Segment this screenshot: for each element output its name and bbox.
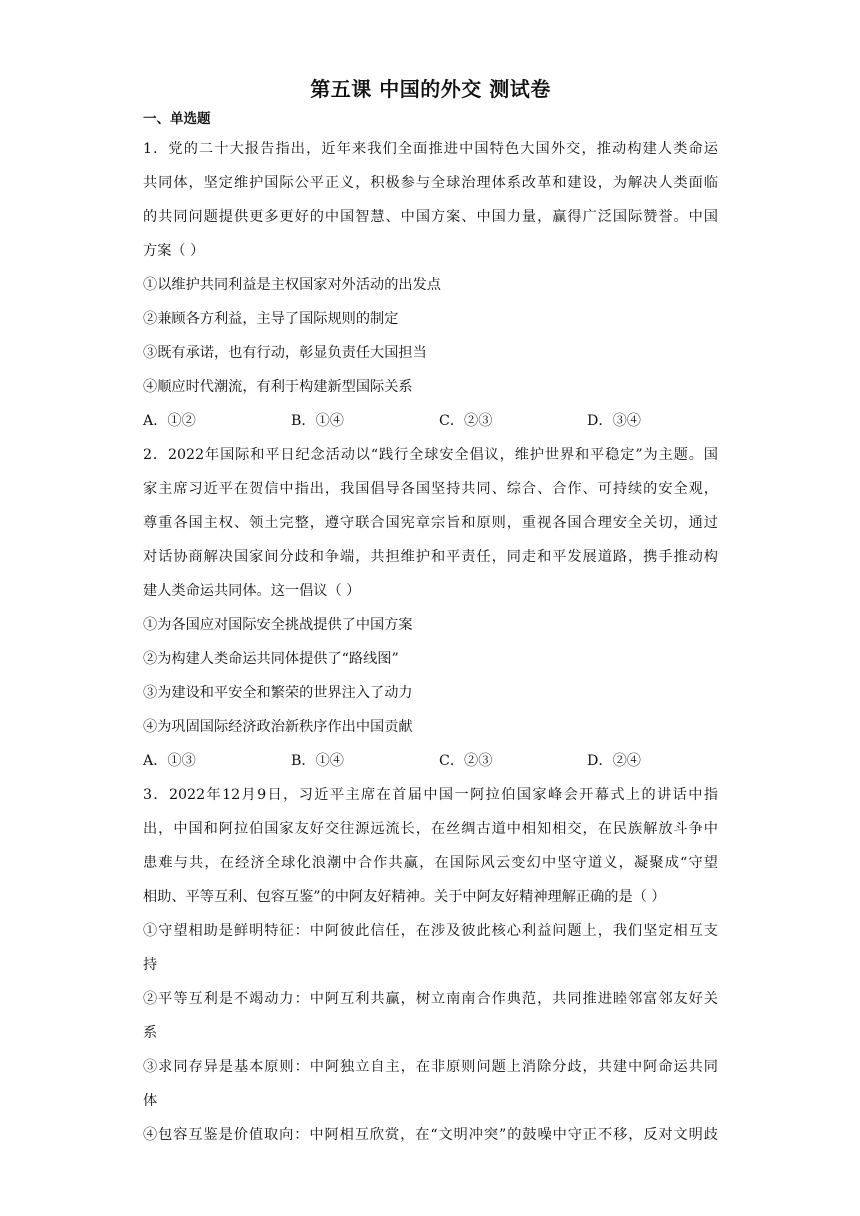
- statement-4: ④顺应时代潮流，有利于构建新型国际关系: [143, 379, 413, 395]
- option-d[interactable]: D．③④: [587, 413, 641, 429]
- statement-4: ④为巩固国际经济政治新秩序作出中国贡献: [143, 719, 413, 735]
- statement-2-continuation: 系: [143, 1025, 158, 1041]
- statement-1: ①为各国应对国际安全挑战提供了中国方案: [143, 617, 413, 633]
- answer-options: [143, 744, 718, 778]
- document-title: 第五课 中国的外交 测试卷: [310, 77, 551, 101]
- answer-options: [143, 404, 718, 438]
- statement-4: ④包容互鉴是价值取向：中阿相互欣赏，在“文明冲突”的鼓噪中守正不移，反对文明歧: [143, 1127, 718, 1143]
- statement-3: ③为建设和平安全和繁荣的世界注入了动力: [143, 685, 413, 701]
- question-stem-line: 的共同问题提供更多更好的中国智慧、中国方案、中国力量，赢得广泛国际赞誉。中国: [143, 209, 718, 225]
- question-3: [143, 778, 718, 1152]
- question-stem-line: 家主席习近平在贺信中指出，我国倡导各国坚持共同、综合、合作、可持续的安全观，: [143, 481, 718, 497]
- question-stem-line: 共同体，坚定维护国际公平正义，积极参与全球治理体系改革和建设，为解决人类面临: [143, 175, 718, 191]
- statement-2: ②平等互利是不竭动力：中阿互利共赢，树立南南合作典范，共同推进睦邻富邻友好关: [143, 991, 718, 1007]
- statement-3: ③既有承诺，也有行动，彰显负责任大国担当: [143, 345, 427, 361]
- option-c[interactable]: C．②③: [439, 753, 493, 769]
- option-c[interactable]: C．②③: [439, 413, 493, 429]
- statement-2: ②兼顾各方利益，主导了国际规则的制定: [143, 311, 399, 327]
- question-stem-line: 对话协商解决国家间分歧和争端，共担维护和平责任，同走和平发展道路，携手推动构: [143, 549, 718, 565]
- statement-1: ①以维护共同利益是主权国家对外活动的出发点: [143, 277, 441, 293]
- question-stem-line: 患难与共，在经济全球化浪潮中合作共赢，在国际风云变幻中坚守道义，凝聚成“守望: [143, 855, 718, 871]
- option-d[interactable]: D．②④: [587, 753, 641, 769]
- statement-3: ③求同存异是基本原则：中阿独立自主，在非原则问题上消除分歧，共建中阿命运共同: [143, 1059, 718, 1075]
- question-stem-line: 尊重各国主权、领土完整，遵守联合国宪章宗旨和原则，重视各国合理安全关切，通过: [143, 515, 718, 531]
- option-a[interactable]: A．①②: [143, 413, 196, 429]
- statement-1: ①守望相助是鲜明特征：中阿彼此信任，在涉及彼此核心利益问题上，我们坚定相互支: [143, 923, 718, 939]
- statement-3-continuation: 体: [143, 1093, 158, 1109]
- question-stem-line: 出，中国和阿拉伯国家友好交往源远流长，在丝绸古道中相知相交，在民族解放斗争中: [143, 821, 718, 837]
- option-a[interactable]: A．①③: [143, 753, 196, 769]
- section-heading-single-choice: 一、单选题: [143, 111, 211, 127]
- question-2: [143, 438, 718, 778]
- question-stem-line: 方案（ ）: [143, 243, 205, 259]
- question-stem-line: 1．党的二十大报告指出，近年来我们全面推进中国特色大国外交，推动构建人类命运: [143, 141, 718, 157]
- statement-2: ②为构建人类命运共同体提供了“路线图”: [143, 651, 399, 667]
- question-stem-line: 相助、平等互利、包容互鉴”的中阿友好精神。关于中阿友好精神理解正确的是（ ）: [143, 889, 666, 905]
- question-1: [143, 132, 718, 438]
- option-b[interactable]: B．①④: [291, 753, 344, 769]
- option-b[interactable]: B．①④: [291, 413, 344, 429]
- question-stem-line: 建人类命运共同体。这一倡议（ ）: [143, 583, 361, 599]
- question-stem-line: 2．2022年国际和平日纪念活动以“践行全球安全倡议，维护世界和平稳定”为主题。国: [143, 447, 718, 463]
- question-stem-line: 3．2022年12月9日，习近平主席在首届中国一阿拉伯国家峰会开幕式上的讲话中指: [143, 787, 718, 803]
- statement-1-continuation: 持: [143, 957, 158, 973]
